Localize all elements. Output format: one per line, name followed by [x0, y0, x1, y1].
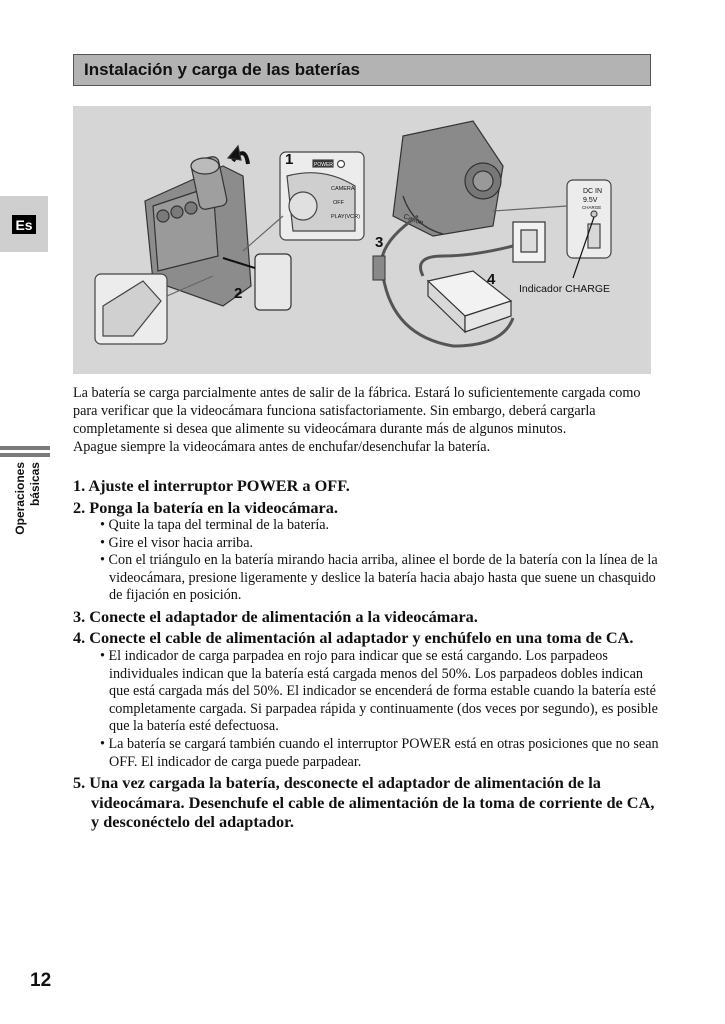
step-3: 3. Conecte el adaptador de alimentación a la videocámara.: [73, 606, 478, 626]
step-2-bullet-2: • Gire el visor hacia arriba.: [73, 535, 663, 553]
svg-text:PLAY(VCR): PLAY(VCR): [331, 214, 360, 220]
section-title-bar: [73, 54, 651, 86]
callout-1: 1: [285, 151, 294, 168]
step-2-bullet-1: • Quite la tapa del terminal de la batería.: [73, 517, 663, 535]
callout-4: 4: [487, 271, 496, 288]
svg-text:9.5V: 9.5V: [583, 197, 598, 204]
power-adapter-illustration: [428, 271, 511, 332]
step-5: 5. Una vez cargada la batería, desconecte el adaptador de alimentación de la videocámara. Desenchufe el cable de alimentación de la toma de corriente de CA, y desconéctelo del adaptador.: [73, 773, 655, 832]
steps-list: [73, 476, 663, 832]
step-4-bullet-2: • La batería se cargará también cuando el interruptor POWER está en otras posiciones que no sean OFF. El indicador de carga puede parpadear.: [73, 736, 663, 771]
page-title: Instalación y carga de las baterías: [84, 60, 360, 79]
section-divider-lines: [0, 446, 50, 460]
language-badge: Es: [12, 215, 35, 234]
svg-text:POWER: POWER: [314, 162, 333, 168]
charge-indicator-label: Indicador CHARGE: [519, 283, 611, 295]
step-2-bullets: [73, 517, 663, 605]
intro-text: [73, 384, 663, 456]
step-4-bullet-1: • El indicador de carga parpadea en rojo para indicar que se está cargando. Los parpadeos individuales indican que la batería está cargada menos del 50%. Los parpadeos dobles indican que está cargada más del 50%. El indicador se encenderá de forma estable cuando la batería esté completamente cargada. Si parpadea rápida y continuamente (dos veces por segundo), es posible que la batería esté defectuosa.: [73, 648, 663, 736]
page-number: 12: [30, 970, 52, 991]
svg-text:Canon: Canon: [402, 213, 425, 227]
step-2: 2. Ponga la batería en la videocámara.: [73, 497, 338, 517]
battery-installation-illustration: [73, 106, 651, 374]
step-2-bullet-3: • Con el triángulo en la batería mirando hacia arriba, alinee el borde de la batería con la línea de la videocámara, presione ligeramente y deslice la batería hacia abajo hasta que suene un chasquido de fijación en posición.: [73, 552, 663, 605]
svg-text:CAMERA: CAMERA: [331, 186, 355, 192]
language-tab: [0, 196, 48, 252]
step-4: 4. Conecte el cable de alimentación al adaptador y enchúfelo en una toma de CA.: [73, 628, 634, 648]
svg-text:DC IN: DC IN: [583, 188, 603, 195]
intro-paragraph-1: La batería se carga parcialmente antes de salir de la fábrica. Estará lo suficientemente cargada como para verificar que la videocámara funciona satisfactoriamente. Sin embargo, deberá cargarla completamente si desea que alimente su videocámara durante más de algunos minutos.: [73, 385, 641, 437]
intro-paragraph-2: Apague siempre la videocámara antes de enchufar/desenchufar la batería.: [73, 439, 491, 455]
wall-outlet-illustration: [513, 222, 545, 262]
step-1: 1. Ajuste el interruptor POWER a OFF.: [73, 476, 350, 495]
section-label-line1: Operaciones: [13, 462, 27, 535]
section-label-line2: básicas: [28, 462, 42, 507]
power-switch-callout: [243, 152, 364, 251]
section-label: [0, 462, 56, 554]
svg-text:OFF: OFF: [333, 200, 344, 206]
svg-text:CHARGE: CHARGE: [582, 205, 602, 210]
step-4-bullets: [73, 648, 663, 771]
callout-3: 3: [375, 234, 384, 251]
callout-2: 2: [234, 285, 243, 302]
